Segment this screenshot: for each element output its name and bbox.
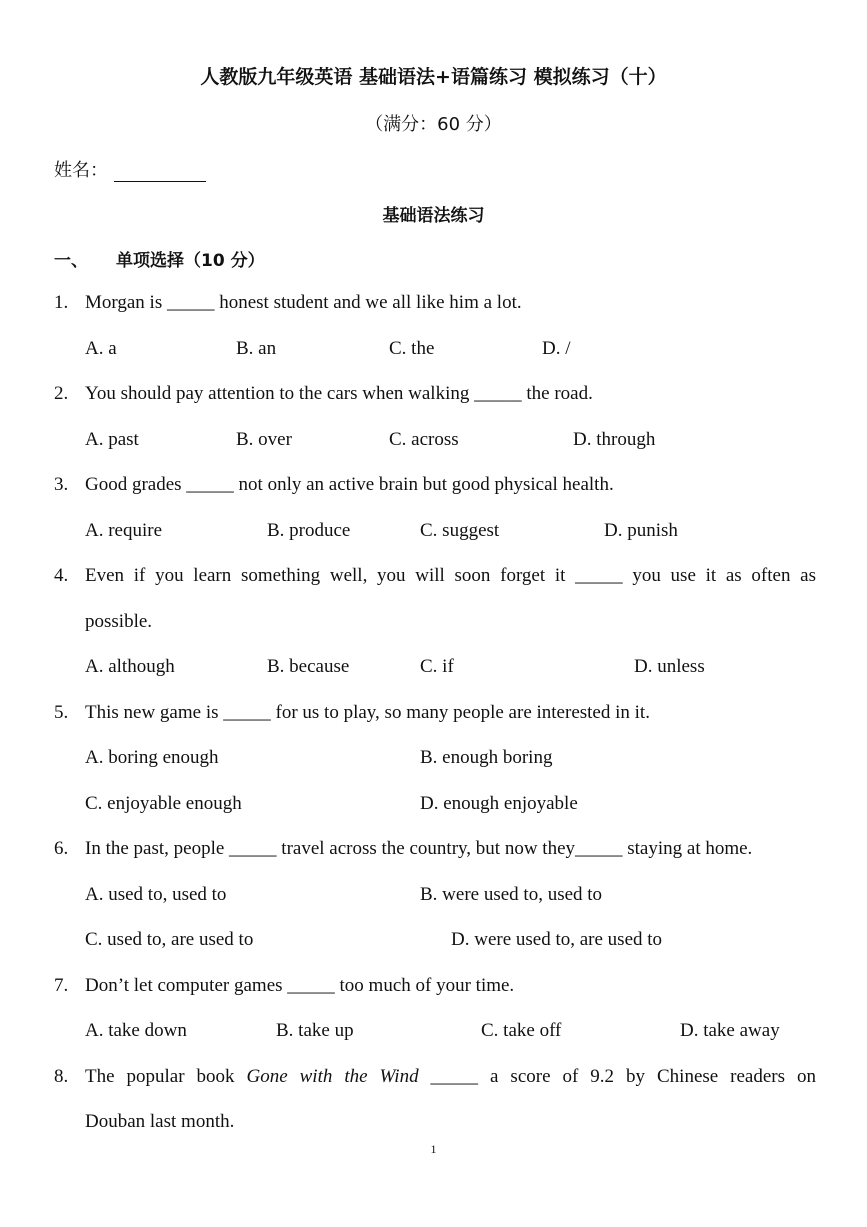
name-field [54, 156, 206, 182]
option-a: A. although [85, 656, 175, 677]
option-c: C. used to, are used to [85, 929, 254, 950]
option-c: C. if [420, 656, 454, 677]
option-d: D. punish [604, 520, 678, 541]
part-number: 一、 [54, 251, 88, 271]
option-a: A. used to, used to [85, 884, 227, 905]
option-a: A. past [85, 429, 139, 450]
question-8-number: 8. [54, 1066, 69, 1087]
option-c: C. the [389, 338, 435, 359]
question-8-stem-line1 [85, 1066, 816, 1088]
option-c: C. suggest [420, 520, 500, 541]
option-b: B. were used to, used to [420, 884, 603, 905]
question-4-stem-line2: possible. [85, 611, 153, 632]
option-b: B. produce [267, 520, 351, 541]
question-stem: This new game is _____ for us to play, so many people are interested in it. [85, 702, 650, 723]
question-number: 6. [54, 838, 69, 859]
option-c: C. across [389, 429, 459, 450]
question-stem: In the past, people _____ travel across the country, but now they_____ staying at home. [85, 838, 753, 859]
name-blank [114, 163, 206, 182]
question-6 [54, 838, 752, 860]
question-8-stem-pre: The popular book [85, 1066, 247, 1087]
question-stem: Good grades _____ not only an active brain but good physical health. [85, 474, 614, 495]
option-a: A. boring enough [85, 747, 219, 768]
question-number: 2. [54, 383, 69, 404]
option-c: C. take off [481, 1020, 562, 1041]
question-number: 7. [54, 975, 69, 996]
option-b: B. because [267, 656, 350, 677]
question-stem: Don’t let computer games _____ too much of your time. [85, 975, 515, 996]
option-d: D. / [542, 338, 571, 359]
question-stem: Morgan is _____ honest student and we all like him a lot. [85, 292, 522, 313]
option-b: B. take up [276, 1020, 354, 1041]
option-d: D. were used to, are used to [451, 929, 663, 950]
question-8-stem-post: _____ a score of 9.2 by Chinese readers on [418, 1066, 816, 1087]
option-b: B. over [236, 429, 292, 450]
question-number: 3. [54, 474, 69, 495]
question-5 [54, 702, 650, 724]
document-title: 人教版九年级英语 基础语法+语篇练习 模拟练习（十） [200, 66, 667, 88]
option-a: A. require [85, 520, 163, 541]
question-stem: You should pay attention to the cars when walking _____ the road. [85, 383, 593, 404]
option-b: B. an [236, 338, 277, 359]
page-number: 1 [430, 1142, 437, 1156]
question-8-stem-line2: Douban last month. [85, 1111, 235, 1132]
question-3 [54, 474, 614, 496]
option-a: A. a [85, 338, 117, 359]
question-4-number: 4. [54, 565, 69, 586]
option-d: D. enough enjoyable [420, 793, 578, 814]
question-number: 5. [54, 702, 69, 723]
section-title: 基础语法练习 [382, 206, 485, 226]
question-4-stem-line1: Even if you learn something well, you will soon forget it _____ you use it as often as [85, 565, 816, 586]
question-1 [54, 292, 522, 314]
question-number: 1. [54, 292, 69, 313]
option-d: D. unless [634, 656, 705, 677]
part-title: 单项选择（10 分） [116, 251, 265, 271]
option-d: D. take away [680, 1020, 780, 1041]
option-a: A. take down [85, 1020, 187, 1041]
name-label: 姓名： [54, 160, 108, 181]
option-b: B. enough boring [420, 747, 553, 768]
option-d: D. through [573, 429, 656, 450]
question-7 [54, 975, 514, 997]
full-score-note: （满分：60 分） [365, 114, 502, 135]
part-heading [54, 246, 265, 271]
question-2 [54, 383, 593, 405]
book-title: Gone with the Wind [246, 1066, 419, 1087]
option-c: C. enjoyable enough [85, 793, 242, 814]
